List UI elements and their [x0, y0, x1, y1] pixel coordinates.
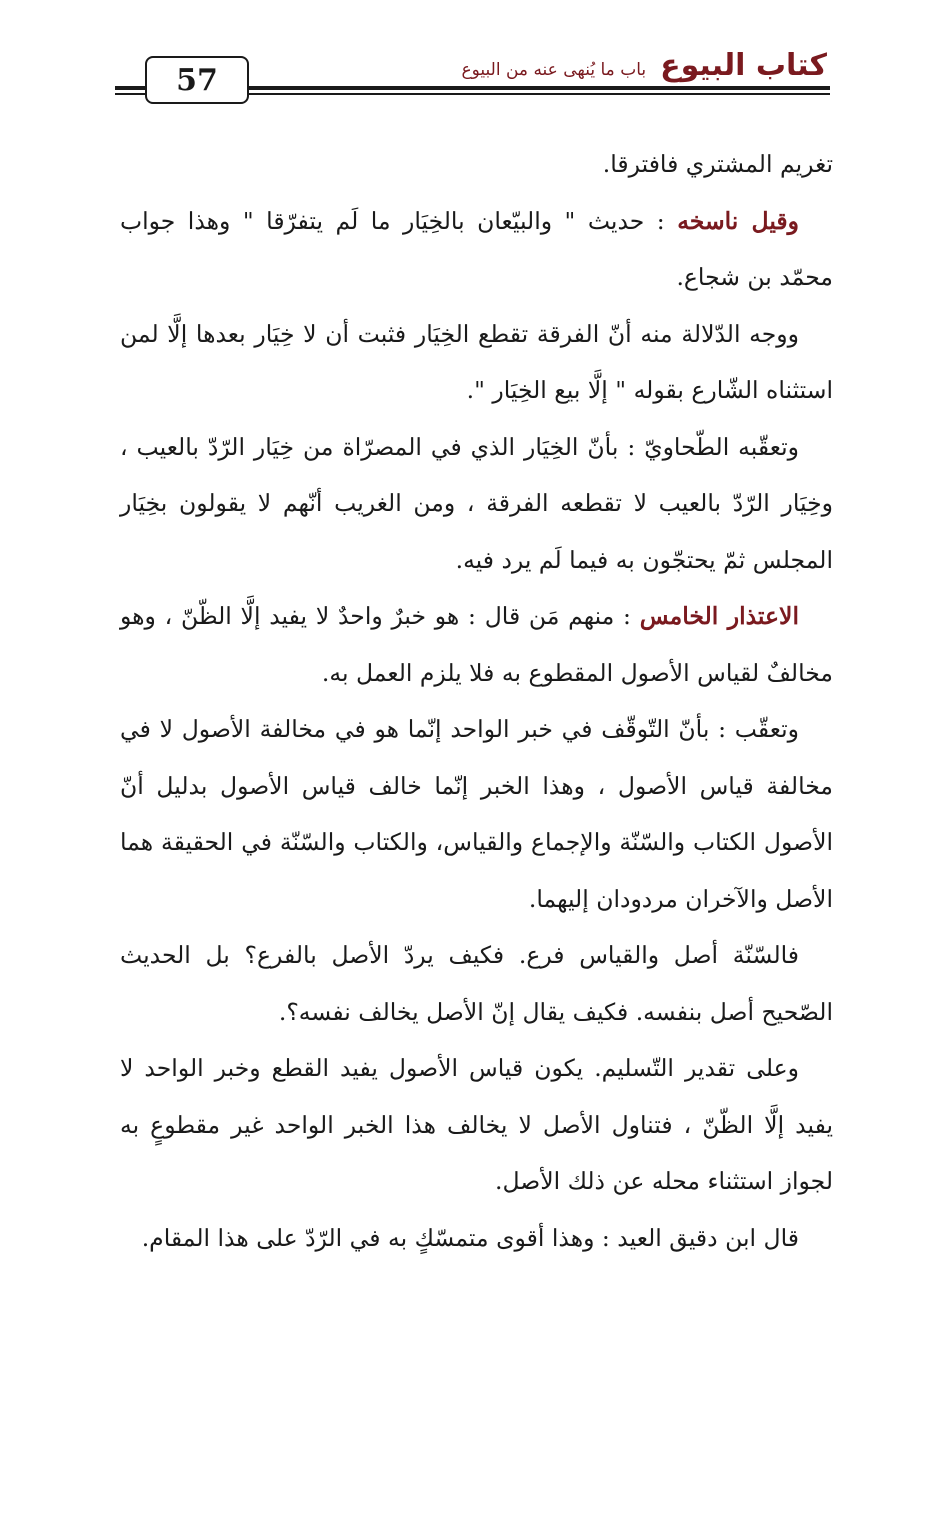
paragraph-text: تغريم المشتري فافترقا.	[602, 150, 833, 178]
paragraph-text: وتعقّب : بأنّ التّوقّف في خبر الواحد إنّما هو في مخالفة الأصول لا في مخالفة قياس الأصول ، وهذا الخبر إنّما خالف قياس الأصول بدليل أنّ الأصول الكتاب والسّنّة والإجماع والقياس، والكتاب والسّنّة في الحقيقة هما الأصل والآخران مردودان إليهما.	[120, 715, 833, 913]
paragraph-text: قال ابن دقيق العيد : وهذا أقوى متمسّكٍ به في الرّدّ على هذا المقام.	[141, 1223, 799, 1252]
highlighted-term: الاعتذار الخامس	[639, 602, 799, 630]
paragraph-text: وتعقّبه الطّحاويّ : بأنّ الخِيَار الذي في المصرّاة من خِيَار الرّدّ بالعيب ، وخِيَار الرّدّ بالعيب لا تقطعه الفرقة ، ومن الغريب أنّهم لا يقولون بخِيَار المجلس ثمّ يحتجّون به فيما لَم يرد فيه.	[120, 432, 833, 574]
paragraph-3	[120, 306, 833, 419]
paragraph-text: : منهم مَن قال : هو خبرٌ واحدٌ لا يفيد إلَّا الظّنّ ، وهو مخالفٌ لقياس الأصول المقطوع به فلا يلزم العمل به.	[120, 602, 833, 687]
paragraph-text: فالسّنّة أصل والقياس فرع. فكيف يردّ الأصل بالفرع؟ بل الحديث الصّحيح أصل بنفسه. فكيف يقال إنّ الأصل يخالف نفسه؟.	[120, 941, 833, 1026]
page-header	[0, 0, 945, 110]
page-number: 57	[145, 56, 249, 104]
paragraph-text: وعلى تقدير التّسليم. يكون قياس الأصول يفيد القطع وخبر الواحد لا يفيد إلَّا الظّنّ ، فتناول الأصل لا يخالف هذا الخبر الواحد غير مقطوعٍ به لجواز استثناء محله عن ذلك الأصل.	[120, 1054, 833, 1195]
paragraph-8	[120, 1040, 833, 1210]
highlighted-term: وقيل ناسخه	[677, 206, 800, 235]
book-title: كتاب البيوع	[660, 48, 827, 83]
paragraph-text: ووجه الدّلالة منه أنّ الفرقة تقطع الخِيَار فثبت أن لا خِيَار بعدها إلَّا لمن استثناه الشّارع بقوله " إلَّا بيع الخِيَار ".	[120, 319, 833, 404]
running-header	[462, 48, 828, 83]
chapter-title: باب ما يُنهى عنه من البيوع	[461, 60, 647, 80]
paragraph-text: : حديث " والبيّعان بالخِيَار ما لَم يتفرّقا " وهذا جواب محمّد بن شجاع.	[120, 206, 833, 291]
paragraph-4	[120, 419, 833, 589]
paragraph-1	[120, 136, 833, 193]
paragraph-7	[120, 927, 833, 1040]
paragraph-2	[120, 193, 833, 306]
paragraph-6	[120, 701, 833, 927]
page-body	[120, 136, 833, 1266]
paragraph-9	[120, 1210, 833, 1267]
paragraph-5	[120, 588, 833, 701]
